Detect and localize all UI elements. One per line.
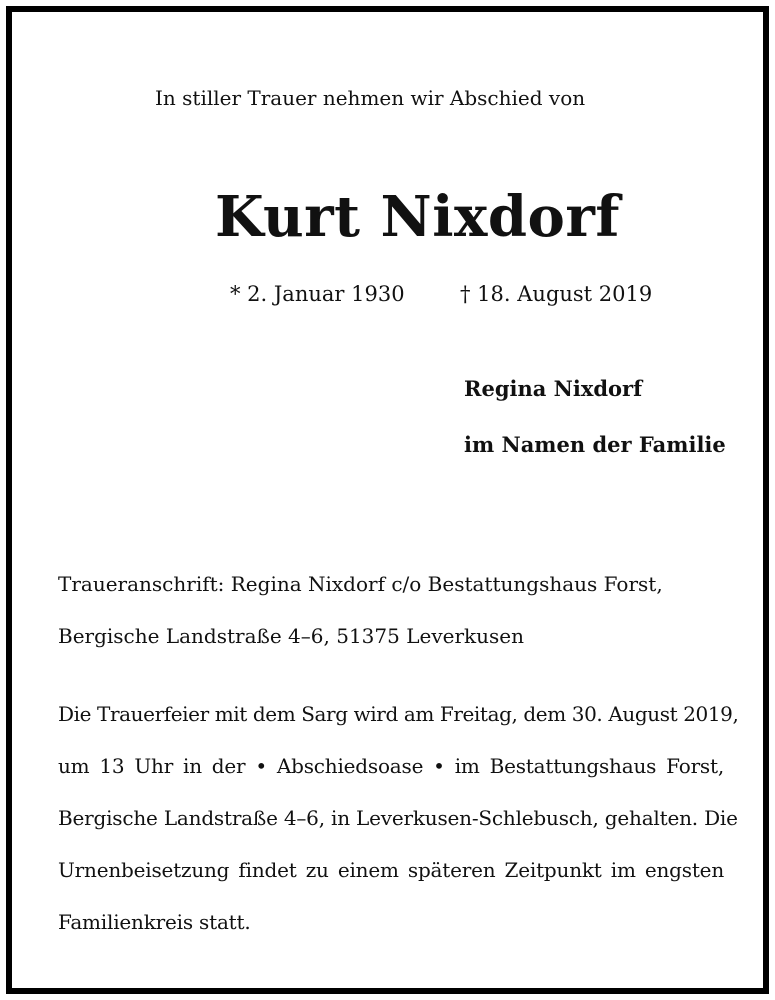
intro-line: In stiller Trauer nehmen wir Abschied von bbox=[155, 86, 586, 110]
deceased-name: Kurt Nixdorf bbox=[215, 184, 620, 250]
ceremony-line: Die Trauerfeier mit dem Sarg wird am Freitag, dem 30. August 2019, bbox=[58, 702, 739, 726]
ceremony-line: Urnenbeisetzung findet zu einem späteren Zeitpunkt im engsten bbox=[58, 858, 724, 882]
ceremony-line: Familienkreis statt. bbox=[58, 910, 251, 934]
death-date: † 18. August 2019 bbox=[460, 282, 653, 306]
signer-role: im Namen der Familie bbox=[464, 432, 726, 457]
birth-date: * 2. Januar 1930 bbox=[230, 282, 405, 306]
address-line: Bergische Landstraße 4–6, 51375 Leverkusen bbox=[58, 624, 524, 648]
ceremony-line: um 13 Uhr in der • Abschiedsoase • im Bestattungshaus Forst, bbox=[58, 754, 724, 778]
ceremony-line: Bergische Landstraße 4–6, in Leverkusen-Schlebusch, gehalten. Die bbox=[58, 806, 738, 830]
ceremony-paragraph bbox=[58, 688, 739, 948]
signer-name: Regina Nixdorf bbox=[464, 376, 643, 401]
mourning-address bbox=[58, 558, 724, 662]
address-line: Traueranschrift: Regina Nixdorf c/o Bestattungshaus Forst, bbox=[58, 572, 663, 596]
obituary-notice bbox=[6, 6, 769, 994]
